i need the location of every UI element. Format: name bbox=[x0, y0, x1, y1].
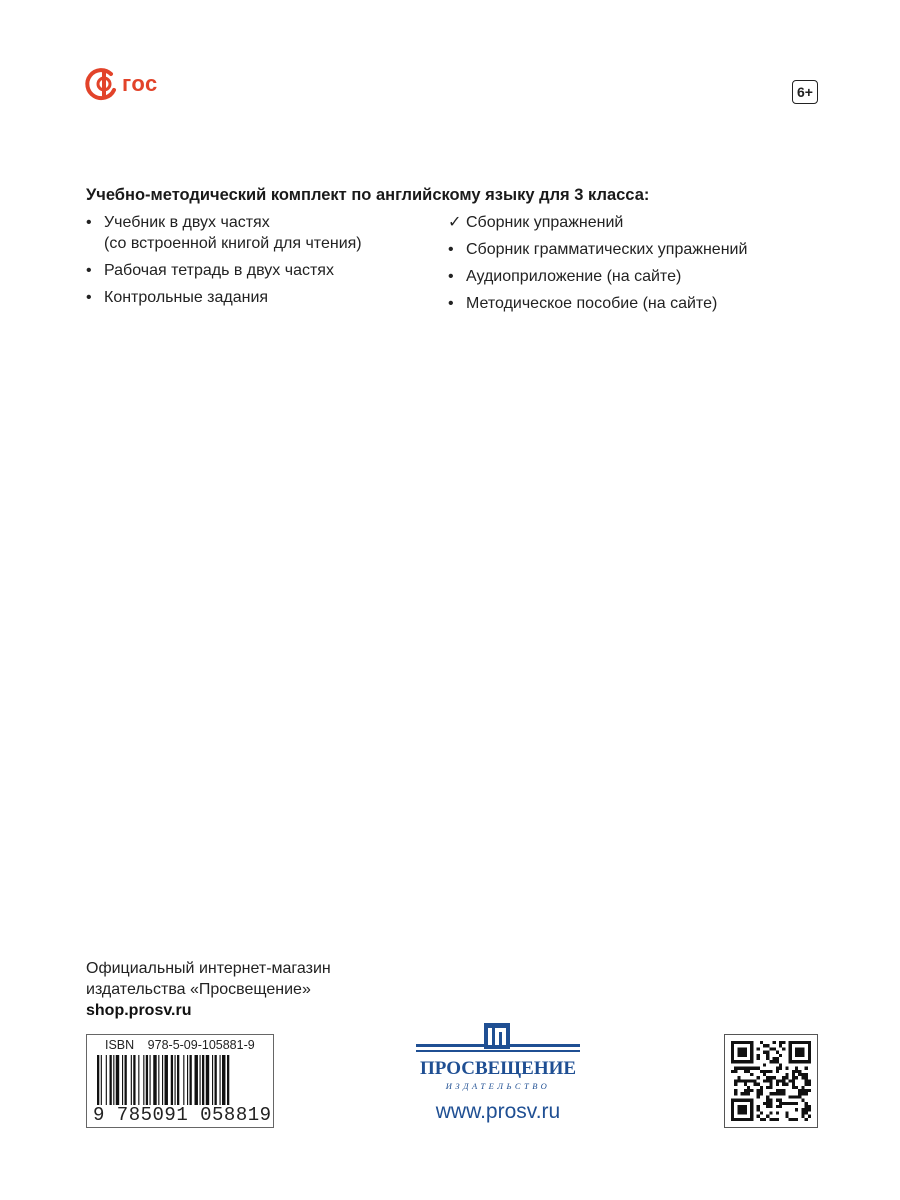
barcode-bars-icon bbox=[97, 1055, 265, 1105]
age-rating-badge: 6+ bbox=[792, 80, 818, 104]
kit-item bbox=[86, 260, 406, 281]
kit-item bbox=[448, 293, 808, 314]
kit-item-text: Рабочая тетрадь в двух частях bbox=[104, 262, 334, 279]
kit-item-text: Контрольные задания bbox=[104, 289, 269, 306]
isbn-number: 978-5-09-105881-9 bbox=[147, 1038, 255, 1052]
kit-list-right bbox=[448, 212, 808, 320]
kit-item bbox=[448, 239, 808, 260]
shop-url-link[interactable]: shop.prosv.ru bbox=[86, 1002, 192, 1019]
publisher-name: ПРОСВЕЩЕНИЕ bbox=[419, 1058, 577, 1079]
kit-item-text: Методическое пособие (на сайте) bbox=[466, 295, 718, 312]
fgos-ring-icon bbox=[84, 66, 120, 102]
bullet-marker: • bbox=[86, 214, 92, 231]
kit-title: Учебно-методический комплект по английскому языку для 3 класса: bbox=[86, 186, 650, 204]
shop-info bbox=[86, 958, 331, 1021]
shop-line: Официальный интернет-магазин bbox=[86, 960, 331, 977]
isbn-text bbox=[105, 1038, 255, 1052]
kit-item bbox=[448, 266, 808, 287]
fgos-logo bbox=[84, 66, 158, 102]
kit-item-text: Аудиоприложение (на сайте) bbox=[466, 268, 682, 285]
bullet-marker: • bbox=[86, 289, 92, 306]
kit-item bbox=[86, 287, 406, 308]
qr-code-icon[interactable] bbox=[724, 1034, 818, 1128]
fgos-logo-text: гос bbox=[122, 71, 158, 96]
publisher-url-link[interactable]: www.prosv.ru bbox=[435, 1100, 561, 1123]
kit-item-checked bbox=[448, 212, 808, 233]
bullet-marker: • bbox=[86, 262, 92, 279]
kit-list-left bbox=[86, 212, 406, 314]
shop-line: издательства «Просвещение» bbox=[86, 981, 311, 998]
checkmark-icon: ✓ bbox=[448, 214, 462, 231]
kit-item bbox=[86, 212, 406, 254]
bullet-marker: • bbox=[448, 241, 454, 258]
kit-item-text: Сборник упражнений bbox=[466, 214, 624, 231]
ean-number: 9 785091 058819 bbox=[93, 1104, 272, 1126]
bullet-marker: • bbox=[448, 295, 454, 312]
kit-item-text: Учебник в двух частях bbox=[104, 214, 270, 231]
publisher-mark-icon bbox=[484, 1023, 510, 1054]
kit-item-subtext: (со встроенной книгой для чтения) bbox=[104, 235, 362, 252]
isbn-label: ISBN bbox=[105, 1038, 135, 1052]
bullet-marker: • bbox=[448, 268, 454, 285]
isbn-barcode bbox=[86, 1034, 274, 1128]
publisher-subtitle: ИЗДАТЕЛЬСТВО bbox=[445, 1081, 551, 1091]
kit-item-text: Сборник грамматических упражнений bbox=[466, 241, 748, 258]
